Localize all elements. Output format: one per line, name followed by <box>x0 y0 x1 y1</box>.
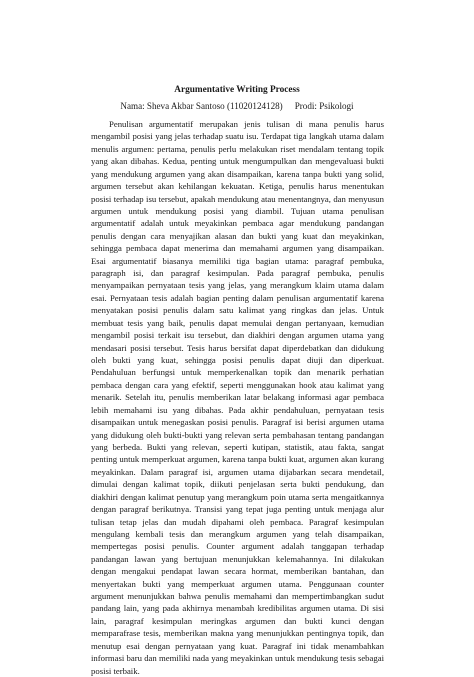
body-paragraph: Penulisan argumentatif merupakan jenis tulisan di mana penulis harus mengambil posisi yang jelas terhadap suatu isu. Terdapat tiga langkah utama dalam menulis argumen: pertama, penulis perlu melakukan riset mendalam tentang topik yang akan dibahas. Kedua, penting untuk mengumpulkan dan mengevaluasi bukti yang mendukung argumen yang akan disampaikan, karena tanpa bukti yang solid, argumen tersebut akan kehilangan kekuatan. Ketiga, penulis harus menentukan posisi terhadap isu tersebut, apakah mendukung atau menentangnya, dan menyusun argumen untuk mendukung posisi yang diambil. Tujuan utama penulisan argumentatif adalah untuk meyakinkan pembaca agar mendukung pandangan penulis dengan cara menyajikan alasan dan bukti yang kuat dan meyakinkan, sehingga pembaca dapat menerima dan memahami argumen yang disampaikan. Esai argumentatif biasanya memiliki tiga bagian utama: paragraf pembuka, paragraph isi, dan paragraf kesimpulan. Pada paragraf pembuka, penulis menyampaikan pernyataan tesis yang jelas, yang merangkum klaim utama dalam esai. Pernyataan tesis adalah bagian penting dalam penulisan argumentatif karena menyatakan posisi penulis dalam satu kalimat yang ringkas dan jelas. Untuk membuat tesis yang baik, penulis dapat memulai dengan pertanyaan, kemudian mengambil posisi terkait isu tersebut, dan diakhiri dengan argumen utama yang mendasari posisi tersebut. Tesis harus bersifat dapat diperdebatkan dan didukung oleh bukti yang kuat, sehingga posisi penulis dapat diuji dan diperkuat. Pendahuluan berfungsi untuk memperkenalkan topik dan menarik perhatian pembaca dengan cara yang efektif, seperti menggunakan hook atau kalimat yang menarik. Setelah itu, penulis memberikan latar belakang informasi agar pembaca lebih memahami isu yang dibahas. Pada akhir pendahuluan, pernyataan tesis disampaikan untuk menegaskan posisi penulis. Paragraf isi berisi argumen utama yang didukung oleh bukti-bukti yang relevan serta pembahasan tentang pandangan yang berbeda. Bukti yang relevan, seperti kutipan, statistik, atau fakta, sangat penting untuk memperkuat argumen, karena tanpa bukti kuat, argumen akan kurang meyakinkan. Dalam paragraf isi, argumen utama dijabarkan secara mendetail, dimulai dengan kalimat topik, diikuti penjelasan serta bukti pendukung, dan diakhiri dengan kalimat penutup yang merangkum poin utama serta mengaitkannya dengan paragraf berikutnya. Transisi yang tepat juga penting untuk menjaga alur tulisan tetap jelas dan mudah dipahami oleh pembaca. Paragraf kesimpulan mengulang kembali tesis dan merangkum argumen yang telah disampaikan, mempertegas posisi penulis. Counter argument adalah tanggapan terhadap pandangan lawan yang bertujuan menunjukkan kelemahannya. Ini dilakukan dengan mengakui pendapat lawan secara hormat, memberikan bantahan, dan menyertakan bukti yang memperkuat argumen utama. Penggunaan counter argument menunjukkan bahwa penulis memahami dan mempertimbangkan sudut pandang lain, yang pada akhirnya menambah kredibilitas argumen utama. Di sisi lain, paragraf kesimpulan meringkas argumen dan bukti kunci dengan memparafrase tesis, memberikan makna yang menunjukkan pentingnya topik, dan menutup esai dengan pernyataan yang kuat. Paragraf ini tidak menambahkan informasi baru dan memiliki nada yang meyakinkan untuk mendukung tesis sebagai posisi terbaik. <box>91 119 384 676</box>
document-title: Argumentative Writing Process <box>174 85 300 95</box>
study-program: Prodi: Psikologi <box>294 101 354 111</box>
author-line <box>0 100 474 112</box>
author-name: Nama: Sheva Akbar Santoso (11020124128) <box>120 101 283 111</box>
